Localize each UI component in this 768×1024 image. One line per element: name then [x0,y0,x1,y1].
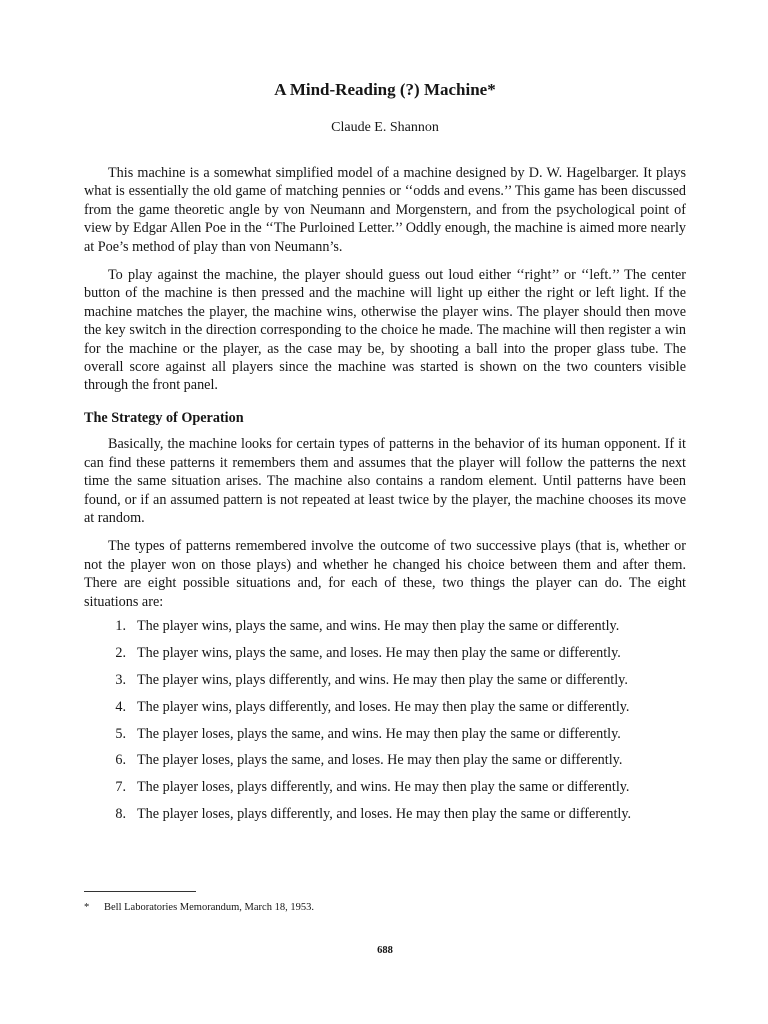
list-item [84,778,686,796]
list-item-number: 1. [115,617,126,634]
list-item-number: 6. [115,752,126,769]
list-item [84,751,686,769]
list-item [84,725,686,743]
list-item [84,671,686,689]
list-item-text: The player loses, plays differently, and wins. He may then play the same or differently. [137,779,630,796]
list-item-text: The player loses, plays the same, and loses. He may then play the same or differently. [137,752,623,769]
footnote-divider [84,891,196,892]
list-item-number: 3. [115,671,126,688]
list-item-number: 2. [115,644,126,661]
paper-body [84,164,686,832]
author-name: Claude E. Shannon [331,120,439,135]
list-item-number: 8. [115,806,126,823]
situations-list [84,617,686,824]
list-item [84,805,686,823]
list-item-number: 7. [115,779,126,796]
intro-paragraph-2: To play against the machine, the player should guess out loud either ‘‘right’’ or ‘‘left.’’ The center button of the machine is then pressed and the machine will light up either the right or left light. If the machine matches the player, the machine wins, otherwise the player wins. The player should then move the key switch in the direction corresponding to the choice he made. The machine will then register a win for the machine or the player, as the case may be, by shooting a ball into the proper glass tube. The overall score against all players since the machine was started is shown on the two counters visible through the front panel. [84,267,686,394]
list-item-number: 5. [115,725,126,742]
list-item-text: The player wins, plays differently, and wins. He may then play the same or differently. [137,671,628,688]
list-item-text: The player wins, plays the same, and loses. He may then play the same or differently. [137,644,621,661]
list-item-text: The player wins, plays differently, and loses. He may then play the same or differently. [137,698,630,715]
paper-title: A Mind-Reading (?) Machine* [274,80,496,99]
list-item-text: The player wins, plays the same, and wins. He may then play the same or differently. [137,617,620,634]
list-item-text: The player loses, plays differently, and loses. He may then play the same or differently. [137,806,632,823]
list-item-text: The player loses, plays the same, and wins. He may then play the same or differently. [137,725,621,742]
footnote-text: Bell Laboratories Memorandum, March 18, 1953. [104,902,314,913]
section-heading: The Strategy of Operation [84,409,244,426]
list-item [84,698,686,716]
footnote-mark: * [84,902,90,913]
section-paragraph-1: Basically, the machine looks for certain types of patterns in the behavior of its human opponent. If it can find these patterns it remembers them and assumes that the player will follow the patterns the next time the same situation arises. The machine also contains a random element. Until patterns have been found, or if an assumed pattern is not repeated at least twice by the player, the machine chooses its move at random. [84,436,686,526]
list-item [84,617,686,635]
section-paragraph-2: The types of patterns remembered involve the outcome of two successive plays (that is, whether or not the player won on those plays) and whether he changed his choice between them and after them. There are eight possible situations and, for each of these, two things the player can do. The eight situations are: [84,538,686,610]
page-number: 688 [377,945,393,956]
list-item [84,644,686,662]
intro-paragraph-1: This machine is a somewhat simplified model of a machine designed by D. W. Hagelbarger. It plays what is essentially the old game of matching pennies or ‘‘odds and evens.’’ This game has been discussed from the game theoretic angle by von Neumann and Morgenstern, and from the psychological point of view by Edgar Allen Poe in the ‘‘The Purloined Letter.’’ Oddly enough, the machine is aimed more nearly at Poe’s method of play than von Neumann’s. [84,165,686,255]
footnote [84,901,314,915]
list-item-number: 4. [115,698,126,715]
